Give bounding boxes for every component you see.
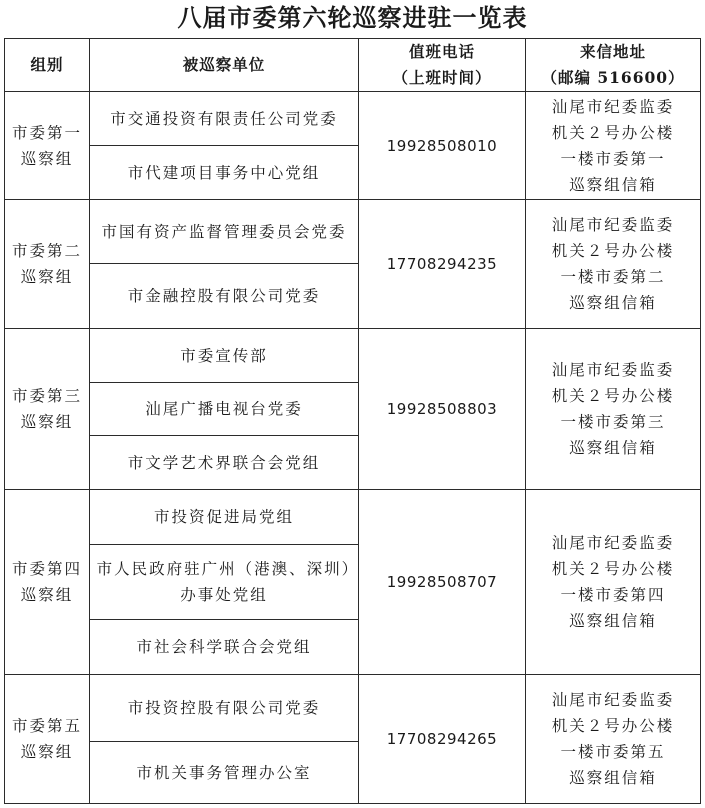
- phone-cell: 17708294235: [359, 200, 526, 329]
- address-line: 机关２号办公楼: [551, 242, 675, 260]
- address-line: 机关２号办公楼: [551, 560, 675, 578]
- group-name-line: 巡察组: [20, 413, 74, 431]
- phone-cell: 17708294265: [359, 675, 526, 804]
- group-name-line: 市委第一: [11, 123, 82, 142]
- address-line: 巡察组信箱: [569, 612, 657, 630]
- address-line: 巡察组信箱: [569, 294, 657, 312]
- unit-cell: 市社会科学联合会党组: [90, 620, 359, 675]
- unit-cell: 市委宣传部: [90, 329, 359, 383]
- group-name-line: 市委第二: [11, 242, 82, 260]
- unit-cell: 市国有资产监督管理委员会党委: [90, 200, 359, 264]
- group-name: [5, 92, 90, 200]
- inspection-table: [4, 38, 701, 804]
- address-cell: [526, 92, 701, 200]
- page-title: 八届市委第六轮巡察进驻一览表: [177, 3, 528, 32]
- unit-cell: 市投资控股有限公司党委: [90, 675, 359, 742]
- group-name: [5, 675, 90, 804]
- group-name-line: 巡察组: [20, 149, 74, 168]
- unit-cell: 汕尾广播电视台党委: [90, 383, 359, 436]
- table-row: [5, 329, 701, 383]
- header-row: [5, 39, 701, 92]
- header-address-line2: （邮编 516600）: [541, 68, 685, 87]
- table-row: [5, 200, 701, 264]
- group-name: [5, 490, 90, 675]
- address-line: 汕尾市纪委监委: [551, 534, 675, 552]
- address-line: 机关２号办公楼: [551, 123, 675, 142]
- address-cell: [526, 329, 701, 490]
- unit-cell: 市代建项目事务中心党组: [90, 146, 359, 200]
- address-line: 巡察组信箱: [569, 769, 657, 787]
- unit-cell: 市交通投资有限责任公司党委: [90, 92, 359, 146]
- header-group: 组别: [5, 39, 90, 92]
- group-name-line: 市委第四: [11, 560, 82, 578]
- group-name-line: 巡察组: [20, 586, 74, 604]
- header-address-line1: 来信地址: [579, 42, 646, 61]
- address-line: 机关２号办公楼: [551, 387, 675, 405]
- header-phone: [359, 39, 526, 92]
- header-phone-line2: （上班时间）: [392, 68, 492, 87]
- group-name: [5, 200, 90, 329]
- phone-cell: 19928508010: [359, 92, 526, 200]
- table-row: [5, 490, 701, 545]
- address-cell: [526, 200, 701, 329]
- address-line: 汕尾市纪委监委: [551, 216, 675, 234]
- group-name: [5, 329, 90, 490]
- address-line: 汕尾市纪委监委: [551, 361, 675, 379]
- address-line: 巡察组信箱: [569, 439, 657, 457]
- unit-cell: 市机关事务管理办公室: [90, 742, 359, 804]
- unit-cell: 市投资促进局党组: [90, 490, 359, 545]
- header-address: [526, 39, 701, 92]
- table-row: [5, 92, 701, 146]
- address-line: 一楼市委第三: [560, 413, 666, 431]
- address-cell: [526, 675, 701, 804]
- address-line: 一楼市委第五: [560, 743, 666, 761]
- address-cell: [526, 490, 701, 675]
- address-line: 机关２号办公楼: [551, 717, 675, 735]
- group-name-line: 市委第五: [11, 717, 82, 735]
- phone-cell: 19928508803: [359, 329, 526, 490]
- address-line: 巡察组信箱: [569, 175, 657, 194]
- address-line: 一楼市委第一: [560, 149, 666, 168]
- group-name-line: 巡察组: [20, 743, 74, 761]
- table-row: [5, 675, 701, 742]
- address-line: 汕尾市纪委监委: [551, 97, 675, 116]
- unit-cell: 市人民政府驻广州（港澳、深圳）办事处党组: [90, 545, 359, 620]
- group-name-line: 市委第三: [11, 387, 82, 405]
- group-name-line: 巡察组: [20, 268, 74, 286]
- header-phone-line1: 值班电话: [408, 42, 475, 61]
- address-line: 汕尾市纪委监委: [551, 691, 675, 709]
- address-line: 一楼市委第四: [560, 586, 666, 604]
- header-unit: 被巡察单位: [90, 39, 359, 92]
- phone-cell: 19928508707: [359, 490, 526, 675]
- address-line: 一楼市委第二: [560, 268, 666, 286]
- unit-cell: 市文学艺术界联合会党组: [90, 436, 359, 490]
- unit-cell: 市金融控股有限公司党委: [90, 264, 359, 329]
